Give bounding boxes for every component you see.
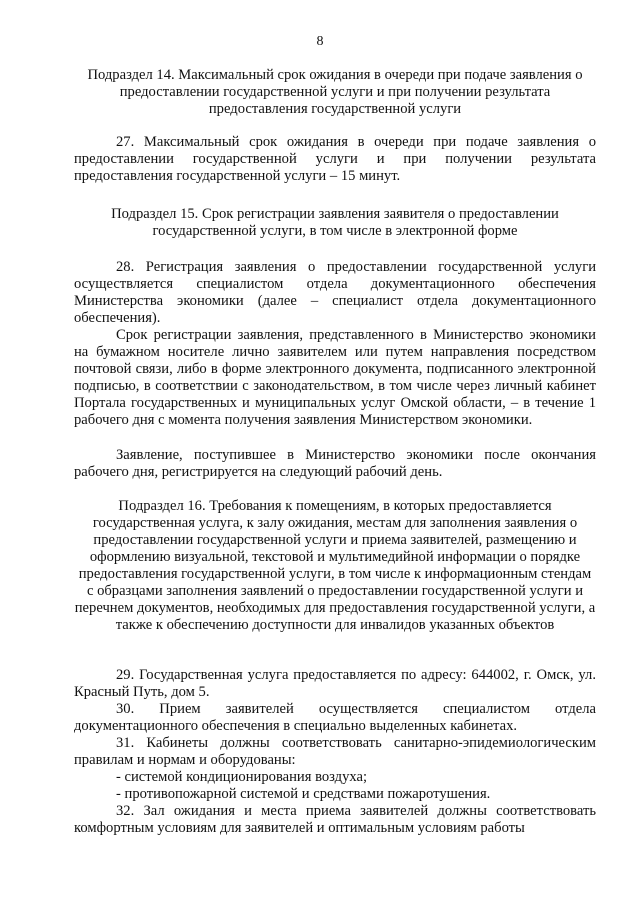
paragraph-27: 27. Максимальный срок ожидания в очереди при подаче заявления о предоставлении государственной услуги и при получении результата предоставления государственной услуги – 15 минут. bbox=[74, 134, 596, 184]
paragraph-28: 28. Регистрация заявления о предоставлении государственной услуги осуществляется специалистом отдела документационного обеспечения Министерства экономики (далее – специалист отдела документационного обеспечения). bbox=[74, 259, 596, 326]
paragraph-30: 30. Прием заявителей осуществляется специалистом отдела документационного обеспечения в специально выделенных кабинетах. bbox=[74, 701, 596, 734]
paragraph-31: 31. Кабинеты должны соответствовать санитарно-эпидемиологическим правилам и нормам и оборудованы: bbox=[74, 735, 596, 768]
subsection-14-title: Подраздел 14. Максимальный срок ожидания в очереди при подаче заявления о предоставлении государственной услуги и при получении результата предоставления государственной услуги bbox=[87, 67, 583, 117]
paragraph-32: 32. Зал ожидания и места приема заявителей должны соответствовать комфортным условиям для заявителей и оптимальным условиям работы bbox=[74, 803, 596, 836]
subsection-15-title: Подраздел 15. Срок регистрации заявления заявителя о предоставлении государственной услуги, в том числе в электронной форме bbox=[111, 206, 559, 239]
paragraph-28-registration-term: Срок регистрации заявления, представленного в Министерство экономики на бумажном носителе лично заявителем или путем направления посредством почтовой связи, либо в форме электронного документа, подписанного электронной подписью, в соответствии с законодательством, в том числе через личный кабинет Портала государственных и муниципальных услуг Омской области, – в течение 1 рабочего дня с момента получения заявления Министерством экономики. bbox=[74, 327, 596, 428]
paragraph-31-list-item: - противопожарной системой и средствами пожаротушения. bbox=[116, 786, 491, 802]
page-number: 8 bbox=[316, 34, 324, 49]
subsection-16-title: Подраздел 16. Требования к помещениям, в которых предоставляется государственная услуга, к залу ожидания, местам для заполнения заявления о предоставлении государственной услуги и приема заявителей, размещению и оформлению визуальной, текстовой и мультимедийной информации о порядке предоставления государственной услуги, в том числе к информационным стендам с образцами заполнения заявлений о предоставлении государственной услуги и перечнем документов, необходимых для предоставления государственной услуги, а также к обеспечению доступности для инвалидов указанных объектов bbox=[74, 498, 596, 633]
paragraph-31-list-item: - системой кондиционирования воздуха; bbox=[116, 769, 368, 785]
paragraph-28-after-hours: Заявление, поступившее в Министерство экономики после окончания рабочего дня, регистрируется на следующий рабочий день. bbox=[74, 447, 596, 480]
paragraph-29: 29. Государственная услуга предоставляется по адресу: 644002, г. Омск, ул. Красный Путь, дом 5. bbox=[74, 667, 596, 700]
